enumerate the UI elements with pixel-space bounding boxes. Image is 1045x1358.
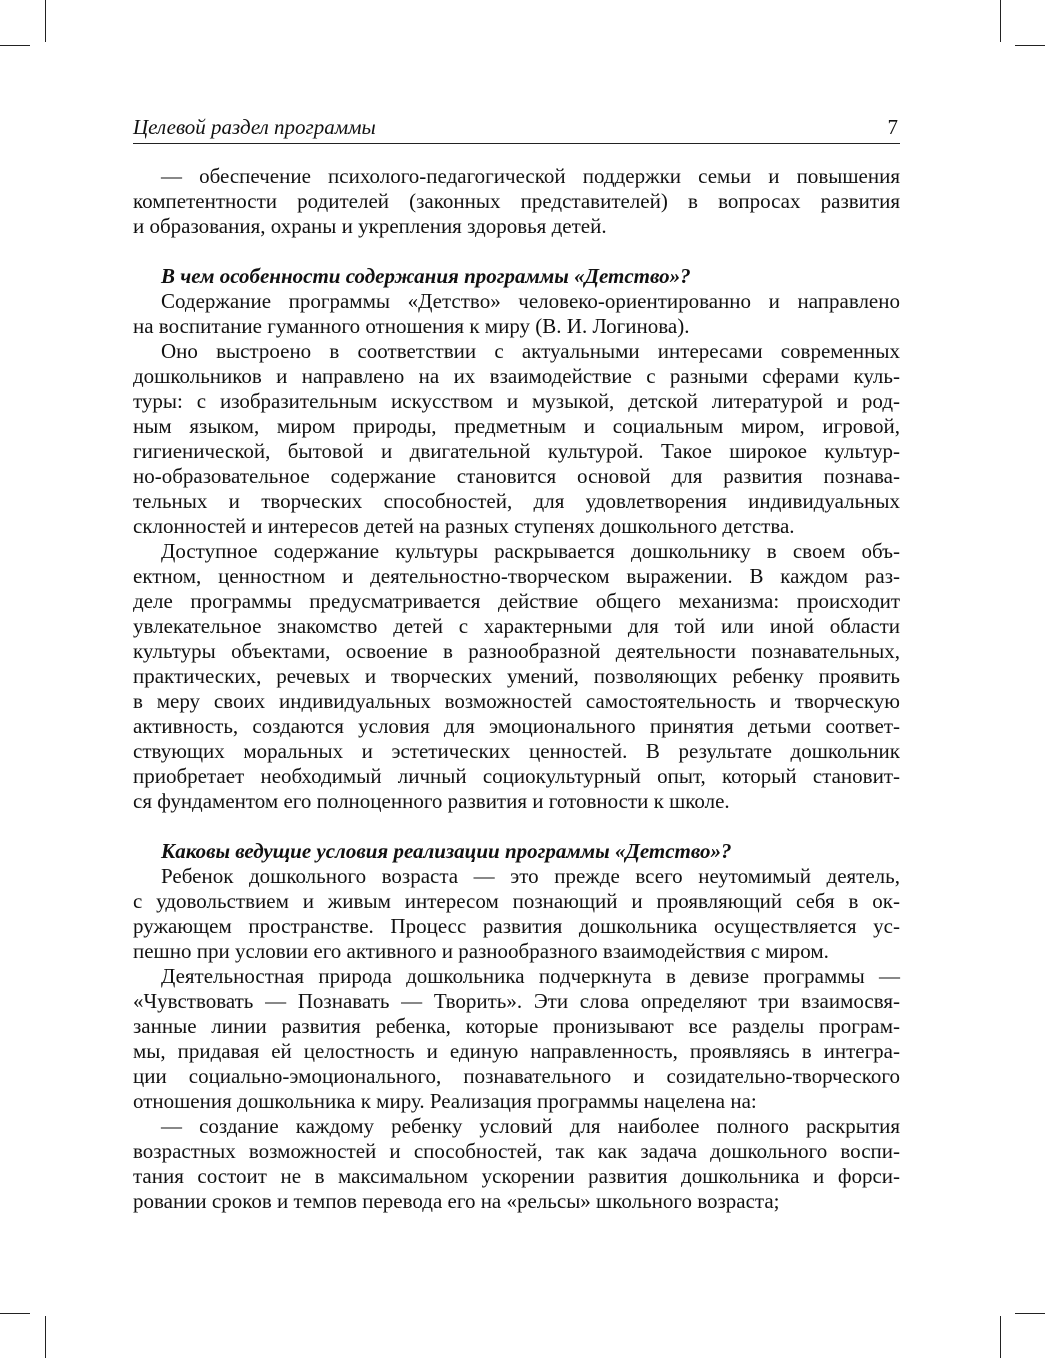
running-header bbox=[133, 113, 900, 144]
crop-mark bbox=[1015, 45, 1045, 46]
text-line: в меру своих индивидуальных возможностей самостоятельность и творческую bbox=[133, 689, 900, 713]
text-line: тания состоит не в максимальном ускорении развития дошкольника и форси- bbox=[133, 1164, 900, 1188]
text-line: практических, речевых и творческих умений, позволяющих ребенку проявить bbox=[133, 664, 900, 688]
text-line: деле программы предусматривается действие общего механизма: происходит bbox=[133, 589, 900, 613]
text-line: «Чувствовать — Познавать — Творить». Эти слова определяют три взаимосвя- bbox=[133, 989, 900, 1013]
paragraph bbox=[133, 964, 900, 1114]
paragraph-gap bbox=[133, 239, 900, 264]
text-line: активность, создаются условия для эмоционального принятия детьми соответ- bbox=[133, 714, 900, 738]
text-line: отношения дошкольника к миру. Реализация программы нацелена на: bbox=[133, 1089, 757, 1113]
text-line: ции социально-эмоционального, познавательного и созидательно-творческого bbox=[133, 1064, 900, 1088]
text-line: занные линии развития ребенка, которые пронизывают все разделы програм- bbox=[133, 1014, 900, 1038]
text-line: Ребенок дошкольного возраста — это прежде всего неутомимый деятель, bbox=[161, 864, 900, 888]
text-line: склонностей и интересов детей на разных ступенях дошкольного детства. bbox=[133, 514, 795, 538]
paragraph bbox=[133, 864, 900, 964]
crop-mark bbox=[1015, 1313, 1045, 1314]
text-line: тельных и творческих способностей, для удовлетворения индивидуальных bbox=[133, 489, 900, 513]
text-line: ектном, ценностном и деятельностно-творческом выражении. В каждом раз- bbox=[133, 564, 900, 588]
crop-mark bbox=[0, 45, 30, 46]
text-line: Деятельностная природа дошкольника подчеркнута в девизе программы — bbox=[161, 964, 900, 988]
text-line: Доступное содержание культуры раскрывается дошкольнику в своем объ- bbox=[161, 539, 900, 563]
crop-mark bbox=[1000, 1316, 1001, 1358]
text-line: пешно при условии его активного и разнообразного взаимодействия с миром. bbox=[133, 939, 829, 963]
paragraph bbox=[133, 289, 900, 339]
crop-mark bbox=[0, 1313, 30, 1314]
paragraph-gap bbox=[133, 814, 900, 839]
text-line: компетентности родителей (законных представителей) в вопросах развития bbox=[133, 189, 900, 213]
text-line: туры: с изобразительным искусством и музыкой, детской литературой и род- bbox=[133, 389, 900, 413]
running-header-title: Целевой раздел программы bbox=[133, 115, 376, 139]
text-line: и образования, охраны и укрепления здоровья детей. bbox=[133, 214, 607, 238]
text-line: Каковы ведущие условия реализации программы «Детство»? bbox=[161, 839, 732, 863]
text-line: ствующих моральных и эстетических ценностей. В результате дошкольник bbox=[133, 739, 900, 763]
paragraph bbox=[133, 164, 900, 239]
text-line: В чем особенности содержания программы «Детство»? bbox=[161, 264, 691, 288]
text-line: но-образовательное содержание становится основой для развития познава- bbox=[133, 464, 900, 488]
text-line: ным языком, миром природы, предметным и социальным миром, игровой, bbox=[133, 414, 900, 438]
paragraph bbox=[133, 539, 900, 814]
text-line: ружающем пространстве. Процесс развития дошкольника осуществляется ус- bbox=[133, 914, 900, 938]
text-line: дошкольников и направлено на их взаимодействие с разными сферами куль- bbox=[133, 364, 900, 388]
text-line: приобретает необходимый личный социокультурный опыт, который становит- bbox=[133, 764, 900, 788]
crop-mark bbox=[1000, 0, 1001, 42]
text-line: — обеспечение психолого-педагогической поддержки семьи и повышения bbox=[161, 164, 900, 188]
text-line: Оно выстроено в соответствии с актуальными интересами современных bbox=[161, 339, 900, 363]
paragraph bbox=[133, 1114, 900, 1214]
text-line: Содержание программы «Детство» человеко-ориентированно и направлено bbox=[161, 289, 900, 313]
section-heading bbox=[133, 839, 900, 864]
text-line: увлекательное знакомство детей с характерными для той или иной области bbox=[133, 614, 900, 638]
text-line: гигиенической, бытовой и двигательной культурой. Такое широкое культур- bbox=[133, 439, 900, 463]
page-number: 7 bbox=[887, 115, 898, 139]
text-line: — создание каждому ребенку условий для наиболее полного раскрытия bbox=[161, 1114, 900, 1138]
text-line: ся фундаментом его полноценного развития и готовности к школе. bbox=[133, 789, 730, 813]
text-line: возрастных возможностей и способностей, так как задача дошкольного воспи- bbox=[133, 1139, 900, 1163]
text-line: ровании сроков и темпов перевода его на «рельсы» школьного возраста; bbox=[133, 1189, 780, 1213]
text-line: культуры объектами, освоение в разнообразной деятельности познавательных, bbox=[133, 639, 900, 663]
crop-mark bbox=[45, 1316, 46, 1358]
text-line: на воспитание гуманного отношения к миру (В. И. Логинова). bbox=[133, 314, 690, 338]
paragraph bbox=[133, 339, 900, 539]
text-line: мы, придавая ей целостность и единую направленность, проявляясь в интегра- bbox=[133, 1039, 900, 1063]
text-line: с удовольствием и живым интересом познающий и проявляющий себя в ок- bbox=[133, 889, 900, 913]
page-body bbox=[133, 164, 900, 1214]
crop-mark bbox=[45, 0, 46, 42]
section-heading bbox=[133, 264, 900, 289]
